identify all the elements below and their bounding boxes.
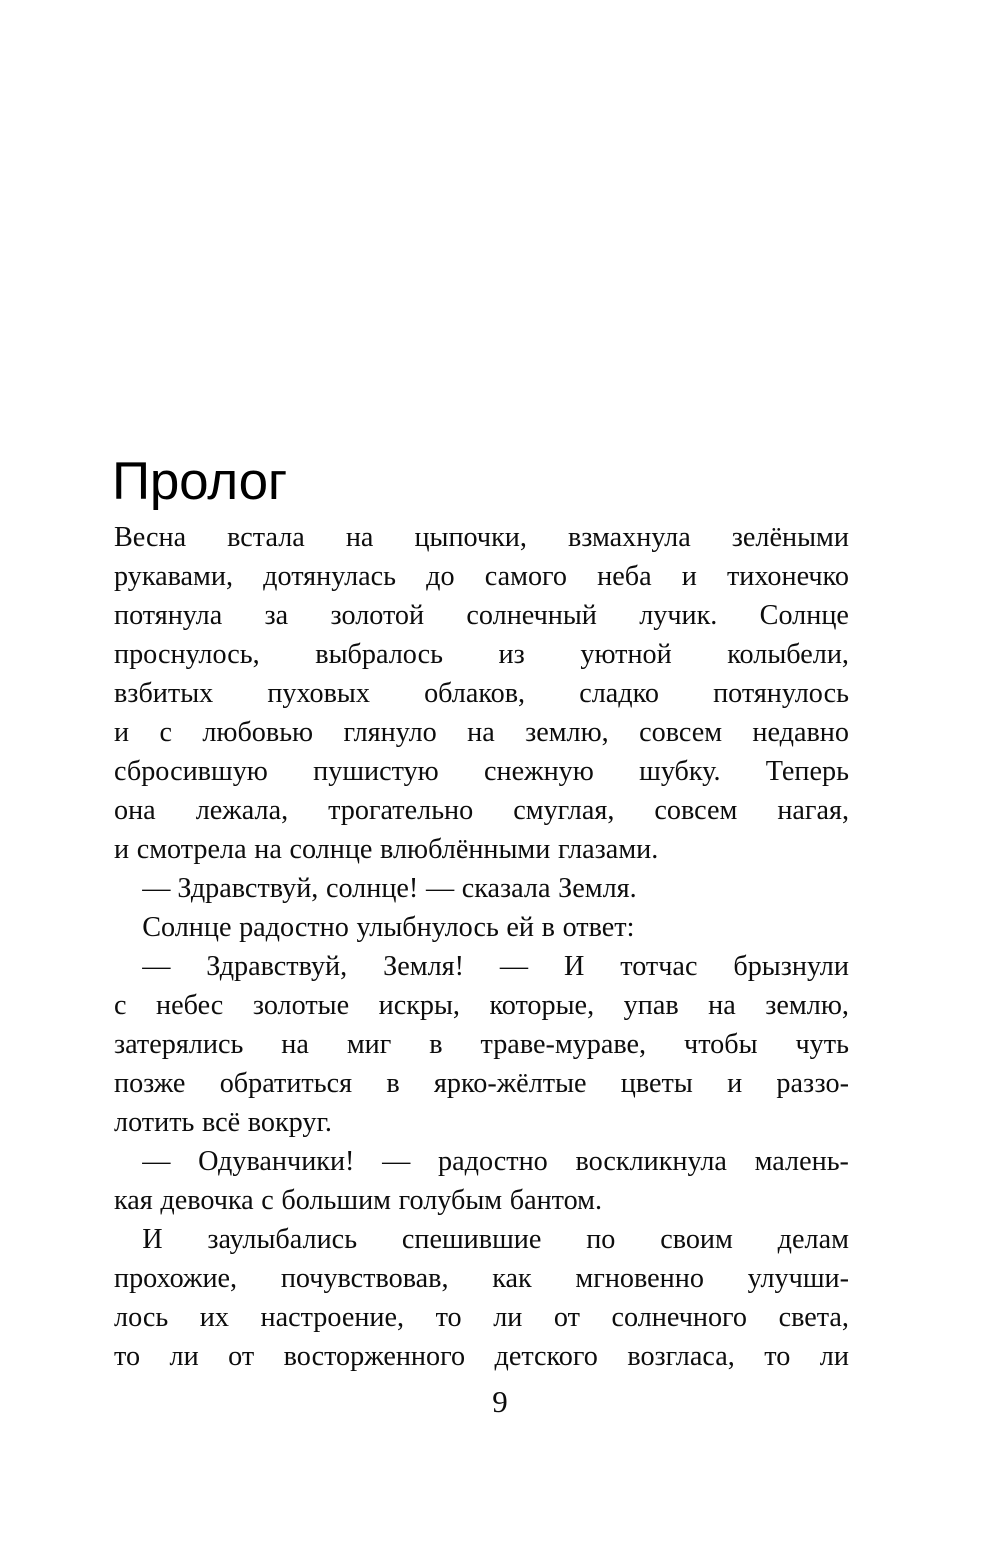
text-word: встала (227, 522, 305, 553)
text-word: обратиться (219, 1068, 353, 1099)
text-word: лучик. (639, 600, 718, 631)
text-word: ярко-жёлтые (433, 1068, 587, 1099)
text-word: Теперь (765, 756, 849, 787)
text-word: глянуло (343, 717, 437, 748)
text-word: трогательно (328, 795, 474, 826)
text-word: от (553, 1302, 580, 1333)
text-word: солнечный (466, 600, 597, 631)
text-line (114, 1298, 849, 1337)
text-line (114, 635, 849, 674)
text-word: большим (281, 1185, 392, 1216)
text-word: Одуванчики! (198, 1146, 355, 1177)
text-word: она (114, 795, 156, 826)
text-word: вокруг. (247, 1107, 332, 1138)
text-word: уютной (580, 639, 672, 670)
text-word: мгновенно (575, 1263, 704, 1294)
text-word: почувствовав, (280, 1263, 449, 1294)
text-word: небес (156, 990, 224, 1021)
text-line (114, 1259, 849, 1298)
text-word: пушистую (313, 756, 439, 787)
text-word: чуть (795, 1029, 849, 1060)
text-word: настроение, (260, 1302, 405, 1333)
text-line (114, 869, 849, 908)
text-word: лось (114, 1302, 169, 1333)
text-line (114, 1181, 849, 1220)
text-line (114, 1142, 849, 1181)
text-word: до (426, 561, 455, 592)
text-word: голубым (398, 1185, 503, 1216)
text-word: то (764, 1341, 791, 1372)
text-word: света, (778, 1302, 849, 1333)
text-word: то (435, 1302, 462, 1333)
text-word: в (541, 912, 555, 943)
text-line (114, 713, 849, 752)
text-word: с (114, 990, 127, 1021)
text-word: на (708, 990, 736, 1021)
text-word: колыбели, (727, 639, 849, 670)
text-word: искры, (378, 990, 460, 1021)
text-word: рукавами, (114, 561, 234, 592)
text-word: дотянулась (263, 561, 397, 592)
text-word: ли (493, 1302, 523, 1333)
page-title: Пролог (112, 451, 288, 511)
text-line (114, 1103, 849, 1142)
text-word: брызнули (733, 951, 849, 982)
text-word: землю, (765, 990, 849, 1021)
text-word: недавно (752, 717, 849, 748)
body-text (114, 518, 849, 1376)
text-line (114, 1025, 849, 1064)
text-word: заулыбались (207, 1224, 358, 1255)
text-word: Солнце (114, 912, 232, 943)
text-word: взмахнула (567, 522, 691, 553)
text-word: любовью (202, 717, 314, 748)
text-word: тотчас (620, 951, 698, 982)
text-word: как (492, 1263, 532, 1294)
text-word: Здравствуй, (206, 951, 348, 982)
text-line (114, 518, 849, 557)
text-word: проснулось, (114, 639, 260, 670)
text-word: в (386, 1068, 400, 1099)
text-word: от (228, 1341, 255, 1372)
text-word: восторженного (283, 1341, 466, 1372)
text-word: нагая, (777, 795, 849, 826)
text-word: смотрела (136, 834, 247, 865)
text-word: облаков, (424, 678, 526, 709)
text-word: потянулось (713, 678, 849, 709)
text-word: И (114, 1224, 163, 1255)
text-word: спешившие (401, 1224, 542, 1255)
text-line (114, 908, 849, 947)
text-word: цыпочки, (414, 522, 527, 553)
text-word: зелёными (731, 522, 849, 553)
text-word: с (261, 1185, 274, 1216)
text-word: девочка (160, 1185, 254, 1216)
text-line (114, 752, 849, 791)
text-word: чтобы (684, 1029, 758, 1060)
text-word: кая (114, 1185, 153, 1216)
text-word: по (586, 1224, 616, 1255)
text-word: влюблёнными (380, 834, 551, 865)
text-word: солнце! (325, 873, 419, 904)
text-word: совсем (639, 717, 723, 748)
text-word: пуховых (267, 678, 370, 709)
text-word: которые, (489, 990, 595, 1021)
text-word: взбитых (114, 678, 214, 709)
text-line (114, 1064, 849, 1103)
text-word: солнце (289, 834, 373, 865)
text-line (114, 830, 849, 869)
text-word: и (114, 834, 130, 865)
text-word: И (564, 951, 585, 982)
text-word: на (281, 1029, 309, 1060)
text-word: миг (346, 1029, 392, 1060)
text-word: и (681, 561, 697, 592)
text-word: в (429, 1029, 443, 1060)
text-word: на (254, 834, 282, 865)
text-word: тихонечко (726, 561, 849, 592)
text-word: упав (623, 990, 679, 1021)
text-line (114, 674, 849, 713)
text-word: лотить (114, 1107, 195, 1138)
text-word: неба (597, 561, 652, 592)
text-line (114, 1220, 849, 1259)
text-word: ли (819, 1341, 849, 1372)
text-word: смуглая, (513, 795, 615, 826)
text-word: и (727, 1068, 743, 1099)
text-word: глазами. (557, 834, 659, 865)
text-word: цветы (620, 1068, 693, 1099)
text-word: траве-мураве, (480, 1029, 647, 1060)
text-word: затерялись (114, 1029, 244, 1060)
text-word: с (159, 717, 172, 748)
text-word: своим (660, 1224, 733, 1255)
text-word: золотой (330, 600, 425, 631)
text-word: потянула (114, 600, 223, 631)
text-word: прохожие, (114, 1263, 238, 1294)
text-word: — (114, 951, 171, 982)
page-number: 9 (492, 1384, 508, 1419)
text-word: — (382, 1146, 411, 1177)
text-word: за (264, 600, 289, 631)
text-word: совсем (654, 795, 738, 826)
text-word: Земля. (558, 873, 637, 904)
text-word: сладко (579, 678, 659, 709)
text-line (114, 947, 849, 986)
text-word: на (345, 522, 374, 553)
text-line (114, 1337, 849, 1376)
text-word: и (114, 717, 130, 748)
text-word: — (425, 873, 455, 904)
text-word: — Здравствуй, (114, 873, 319, 904)
text-word: то (114, 1341, 141, 1372)
text-word: ей (506, 912, 535, 943)
text-word: Земля! (383, 951, 464, 982)
text-word: ли (169, 1341, 199, 1372)
text-word: снежную (484, 756, 594, 787)
text-word: всё (201, 1107, 241, 1138)
text-word: детского (494, 1341, 598, 1372)
text-word: — (499, 951, 529, 982)
text-word: сказала (461, 873, 551, 904)
text-word: шубку. (639, 756, 721, 787)
text-word: Солнце (759, 600, 849, 631)
text-word: выбралось (315, 639, 443, 670)
text-word: малень- (754, 1146, 849, 1177)
text-word: их (199, 1302, 229, 1333)
text-word: воскликнула (575, 1146, 727, 1177)
text-word: самого (484, 561, 567, 592)
text-line (114, 791, 849, 830)
text-line (114, 596, 849, 635)
text-word: раззо- (776, 1068, 849, 1099)
text-word: радостно (239, 912, 349, 943)
text-word: ответ: (562, 912, 635, 943)
text-word: улыбнулось (356, 912, 499, 943)
text-word: солнечного (611, 1302, 748, 1333)
text-word: из (498, 639, 525, 670)
text-word: Весна (114, 522, 187, 553)
text-line (114, 986, 849, 1025)
text-word: землю, (525, 717, 609, 748)
text-word: на (467, 717, 495, 748)
text-word: радостно (438, 1146, 548, 1177)
text-word: улучши- (747, 1263, 849, 1294)
text-word: золотые (252, 990, 350, 1021)
text-word: лежала, (195, 795, 289, 826)
text-word: позже (114, 1068, 186, 1099)
text-word: сбросившую (114, 756, 268, 787)
text-word: — (114, 1146, 171, 1177)
text-line (114, 557, 849, 596)
text-word: возгласа, (627, 1341, 735, 1372)
text-word: делам (777, 1224, 849, 1255)
text-word: бантом. (509, 1185, 603, 1216)
